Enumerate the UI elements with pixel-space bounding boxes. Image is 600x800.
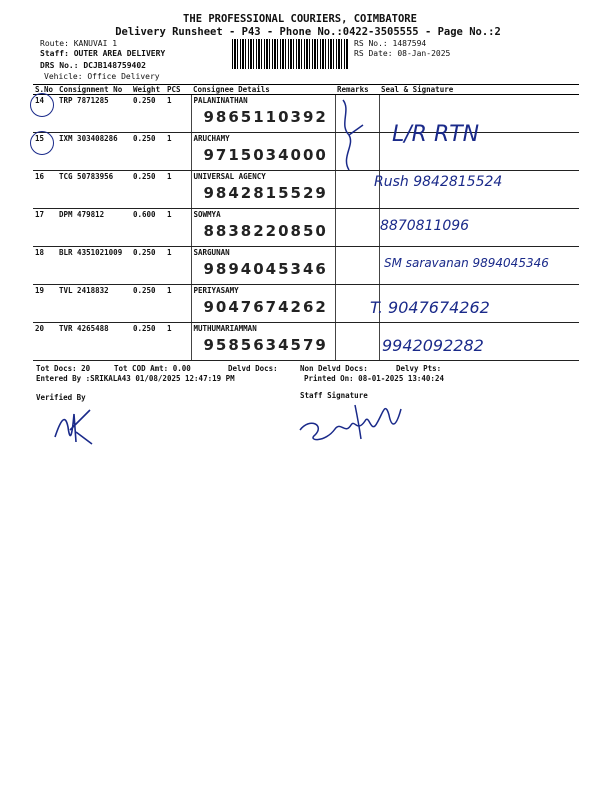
consignment-number xyxy=(57,171,131,209)
serial-number-text: 16 xyxy=(35,172,45,181)
staff-signature xyxy=(295,395,415,450)
printed-on: Printed On: 08-01-2025 13:40:24 xyxy=(304,374,444,383)
weight-text: 0.250 xyxy=(133,172,156,181)
total-docs: Tot Docs: 20 xyxy=(36,364,91,373)
weight xyxy=(131,95,165,133)
serial-number-text: 14 xyxy=(35,96,45,105)
weight-text: 0.250 xyxy=(133,286,156,295)
consignment-number xyxy=(57,133,131,171)
table-row xyxy=(33,133,579,171)
consignee-details-text: UNIVERSAL AGENCY xyxy=(193,172,266,181)
consignee-details-text: PERIYASAMY xyxy=(193,286,239,295)
consignee-details xyxy=(191,95,335,133)
consignee-details xyxy=(191,171,335,209)
handwritten-phone: 9715034000 xyxy=(203,146,328,164)
pieces xyxy=(165,133,191,171)
consignee-details xyxy=(191,285,335,323)
pieces-text: 1 xyxy=(167,134,172,143)
pieces-text: 1 xyxy=(167,96,172,105)
handwritten-phone: 9842815529 xyxy=(203,184,328,202)
remarks-cell xyxy=(335,323,379,361)
table-row xyxy=(33,285,579,323)
consignment-number xyxy=(57,95,131,133)
pieces-text: 1 xyxy=(167,324,172,333)
serial-number-text: 18 xyxy=(35,248,45,257)
serial-number-text: 15 xyxy=(35,134,45,143)
vehicle: Vehicle: Office Delivery xyxy=(44,72,160,81)
barcode xyxy=(232,39,348,69)
handwritten-phone: 8838220850 xyxy=(203,222,328,240)
signature-row17: 8870811096 xyxy=(380,218,470,234)
delivered-docs: Delvd Docs: xyxy=(228,364,278,373)
company-title: THE PROFESSIONAL COURIERS, COIMBATORE xyxy=(183,13,417,25)
weight xyxy=(131,323,165,361)
pieces-text: 1 xyxy=(167,248,172,257)
verified-by-label: Verified By xyxy=(36,393,86,402)
remarks-cell xyxy=(335,247,379,285)
serial-number-text: 19 xyxy=(35,286,45,295)
col-sno: S.No xyxy=(33,85,57,95)
consignment-number xyxy=(57,285,131,323)
verified-signature xyxy=(50,402,100,452)
signature-row15: L/R RTN xyxy=(392,122,480,147)
consignee-details xyxy=(191,133,335,171)
handwritten-phone: 9047674262 xyxy=(203,298,328,316)
remarks-scribble xyxy=(335,95,375,175)
serial-number xyxy=(33,323,57,361)
non-delivered-docs: Non Delvd Docs: xyxy=(300,364,368,373)
signature-row18: SM saravanan 9894045346 xyxy=(384,256,549,270)
signature-row19: T. 9047674262 xyxy=(370,298,490,317)
weight xyxy=(131,247,165,285)
consignee-details-text: SARGUNAN xyxy=(193,248,230,257)
consignee-details xyxy=(191,209,335,247)
rs-date: RS Date: 08-Jan-2025 xyxy=(354,49,451,58)
consignment-number-text: TCG 50783956 xyxy=(59,172,114,181)
pieces xyxy=(165,95,191,133)
table-row xyxy=(33,323,579,361)
table-row xyxy=(33,209,579,247)
consignee-details xyxy=(191,323,335,361)
circle-mark-14 xyxy=(30,93,54,117)
col-consignment: Consignment No xyxy=(57,85,131,95)
col-remarks: Remarks xyxy=(335,85,379,95)
runsheet-title: Delivery Runsheet - P43 - Phone No.:0422-3505555 - Page No.:2 xyxy=(115,26,501,38)
consignee-details-text: SOWMYA xyxy=(193,210,221,219)
consignment-number-text: TRP 7871285 xyxy=(59,96,109,105)
weight xyxy=(131,133,165,171)
pieces xyxy=(165,171,191,209)
consignment-number xyxy=(57,209,131,247)
staff: Staff: OUTER AREA DELIVERY xyxy=(40,49,166,58)
handwritten-phone: 9585634579 xyxy=(203,336,328,354)
table-row xyxy=(33,95,579,133)
serial-number xyxy=(33,171,57,209)
pieces xyxy=(165,247,191,285)
consignee-details-text: PALANINATHAN xyxy=(193,96,248,105)
col-seal: Seal & Signature xyxy=(379,85,579,95)
pieces xyxy=(165,285,191,323)
weight-text: 0.250 xyxy=(133,96,156,105)
consignee-details xyxy=(191,247,335,285)
signature-row20: 9942092282 xyxy=(382,336,484,355)
pieces-text: 1 xyxy=(167,172,172,181)
consignment-number-text: TVR 4265488 xyxy=(59,324,109,333)
staff-signature-label: Staff Signature xyxy=(300,391,368,400)
weight-text: 0.600 xyxy=(133,210,156,219)
rs-number: RS No.: 1487594 xyxy=(354,39,427,48)
weight-text: 0.250 xyxy=(133,134,156,143)
runsheet-table xyxy=(33,84,579,361)
handwritten-phone: 9894045346 xyxy=(203,260,328,278)
consignment-number-text: IXM 303408286 xyxy=(59,134,118,143)
pieces xyxy=(165,209,191,247)
remarks-cell xyxy=(335,171,379,209)
col-pcs: PCS xyxy=(165,85,191,95)
pieces-text: 1 xyxy=(167,286,172,295)
consignment-number xyxy=(57,323,131,361)
weight-text: 0.250 xyxy=(133,324,156,333)
pieces xyxy=(165,323,191,361)
weight xyxy=(131,285,165,323)
delivery-points: Delvy Pts: xyxy=(396,364,442,373)
weight xyxy=(131,209,165,247)
serial-number xyxy=(33,247,57,285)
serial-number-text: 17 xyxy=(35,210,45,219)
handwritten-phone: 9865110392 xyxy=(203,108,328,126)
consignee-details-text: MUTHUMARIAMMAN xyxy=(193,324,257,333)
serial-number-text: 20 xyxy=(35,324,45,333)
weight-text: 0.250 xyxy=(133,248,156,257)
consignment-number-text: BLR 4351021009 xyxy=(59,248,123,257)
consignment-number-text: TVL 2418832 xyxy=(59,286,109,295)
consignment-number-text: DPM 479812 xyxy=(59,210,105,219)
pieces-text: 1 xyxy=(167,210,172,219)
consignee-details-text: ARUCHAMY xyxy=(193,134,230,143)
total-cod: Tot COD Amt: 0.00 xyxy=(114,364,191,373)
circle-mark-15 xyxy=(30,131,54,155)
col-weight: Weight xyxy=(131,85,165,95)
entered-by: Entered By :SRIKALA43 01/08/2025 12:47:19 PM xyxy=(36,374,235,383)
serial-number xyxy=(33,209,57,247)
remarks-cell xyxy=(335,209,379,247)
consignment-number xyxy=(57,247,131,285)
signature-row16: Rush 9842815524 xyxy=(374,174,503,190)
table-header-row xyxy=(33,85,579,95)
drs-number: DRS No.: DCJB148759402 xyxy=(40,61,146,70)
route: Route: KANUVAI 1 xyxy=(40,39,118,48)
weight xyxy=(131,171,165,209)
serial-number xyxy=(33,285,57,323)
col-consignee: Consignee Details xyxy=(191,85,335,95)
